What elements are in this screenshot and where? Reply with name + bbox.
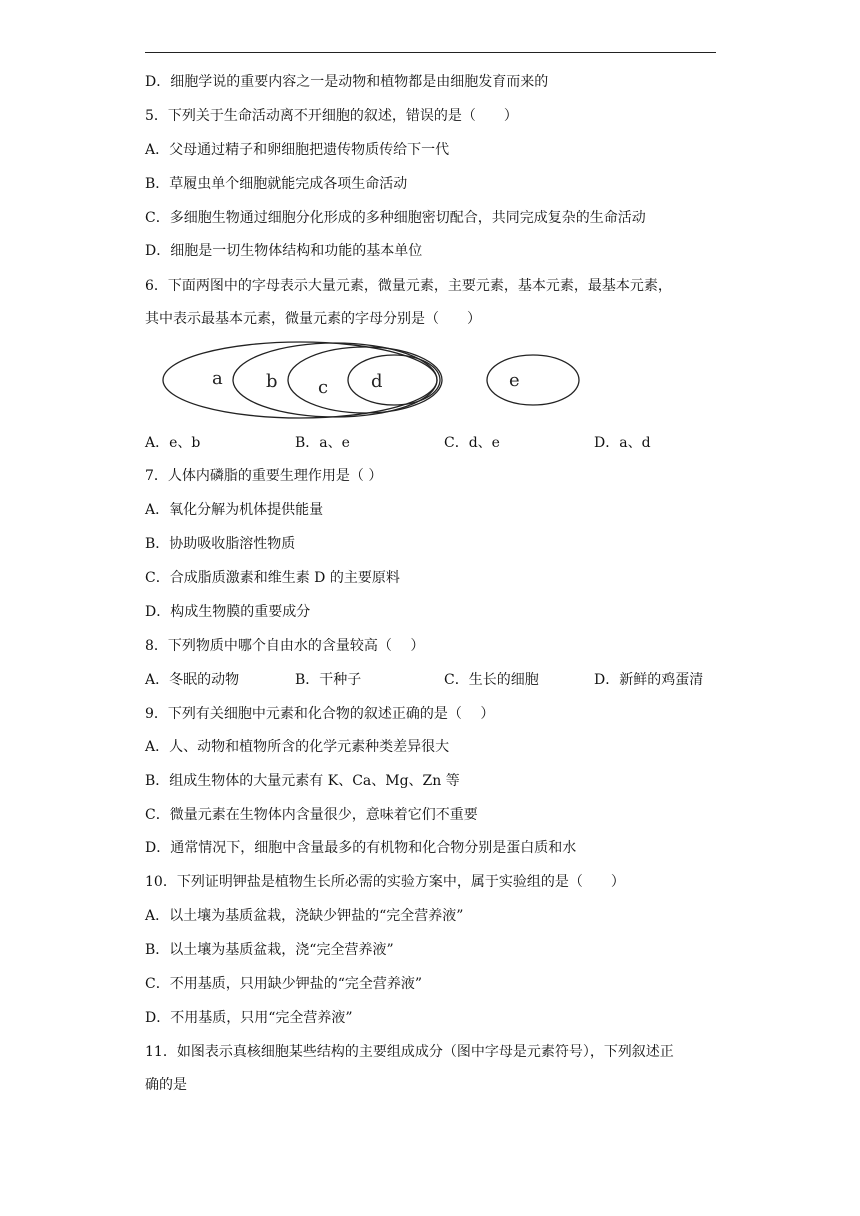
- q8-stem: 8．下列物质中哪个自由水的含量较高（ ）: [145, 638, 425, 654]
- q5-option-a: A．父母通过精子和卵细胞把遗传物质传给下一代: [145, 142, 450, 158]
- q6-stem-line2: 其中表示最基本元素，微量元素的字母分别是（ ）: [145, 311, 481, 327]
- q8-option-a: A．冬眠的动物: [145, 672, 240, 688]
- ellipse-a: [163, 342, 437, 418]
- label-b: b: [266, 371, 278, 392]
- q10-option-b: B．以土壤为基质盆栽，浇“完全营养液”: [145, 942, 394, 958]
- ellipse-b: [233, 343, 437, 417]
- q10-stem: 10．下列证明钾盐是植物生长所必需的实验方案中，属于实验组的是（ ）: [145, 874, 625, 890]
- q5-stem: 5．下列关于生命活动离不开细胞的叙述，错误的是（ ）: [145, 108, 518, 124]
- ellipse-d: [348, 355, 440, 405]
- q6-option-d: D．a、d: [594, 435, 651, 451]
- q7-option-d: D．构成生物膜的重要成分: [145, 604, 311, 620]
- q11-stem-line1: 11．如图表示真核细胞某些结构的主要组成成分（图中字母是元素符号），下列叙述正: [145, 1044, 674, 1060]
- q9-option-a: A．人、动物和植物所含的化学元素种类差异很大: [145, 739, 450, 755]
- q9-option-d: D．通常情况下，细胞中含量最多的有机物和化合物分别是蛋白质和水: [145, 840, 577, 856]
- q10-option-d: D．不用基质，只用“完全营养液”: [145, 1010, 353, 1026]
- q9-stem: 9．下列有关细胞中元素和化合物的叙述正确的是（ ）: [145, 706, 495, 722]
- q7-option-a: A．氧化分解为机体提供能量: [145, 502, 324, 518]
- label-c: c: [318, 377, 329, 398]
- q6-option-a: A．e、b: [145, 435, 201, 451]
- q4-option-d: D．细胞学说的重要内容之一是动物和植物都是由细胞发育而来的: [145, 74, 549, 90]
- q8-option-c: C．生长的细胞: [444, 672, 539, 688]
- q5-option-b: B．草履虫单个细胞就能完成各项生命活动: [145, 176, 408, 192]
- header-rule: [145, 52, 716, 53]
- label-a: a: [212, 368, 223, 389]
- ellipse-e: [487, 355, 579, 405]
- q9-option-c: C．微量元素在生物体内含量很少，意味着它们不重要: [145, 807, 478, 823]
- q7-option-b: B．协助吸收脂溶性物质: [145, 536, 296, 552]
- q5-option-c: C．多细胞生物通过细胞分化形成的多种细胞密切配合，共同完成复杂的生命活动: [145, 210, 646, 226]
- q6-option-c: C．d、e: [444, 435, 500, 451]
- q10-option-c: C．不用基质，只用缺少钾盐的“完全营养液”: [145, 976, 423, 992]
- ellipse-c: [288, 347, 442, 413]
- label-e: e: [509, 370, 520, 391]
- q11-stem-line2: 确的是: [145, 1077, 187, 1093]
- q5-option-d: D．细胞是一切生物体结构和功能的基本单位: [145, 243, 423, 259]
- q8-option-d: D．新鲜的鸡蛋清: [594, 672, 704, 688]
- label-d: d: [371, 371, 383, 392]
- q8-option-b: B．干种子: [295, 672, 362, 688]
- q6-option-b: B．a、e: [295, 435, 350, 451]
- q10-option-a: A．以土壤为基质盆栽，浇缺少钾盐的“完全营养液”: [145, 908, 464, 924]
- q7-stem: 7．人体内磷脂的重要生理作用是（ ）: [145, 468, 383, 484]
- element-venn-figure: [160, 340, 590, 424]
- q7-option-c: C．合成脂质激素和维生素 D 的主要原料: [145, 570, 400, 586]
- q6-stem-line1: 6．下面两图中的字母表示大量元素，微量元素，主要元素，基本元素，最基本元素，: [145, 278, 672, 294]
- q9-option-b: B．组成生物体的大量元素有 K、Ca、Mg、Zn 等: [145, 773, 460, 789]
